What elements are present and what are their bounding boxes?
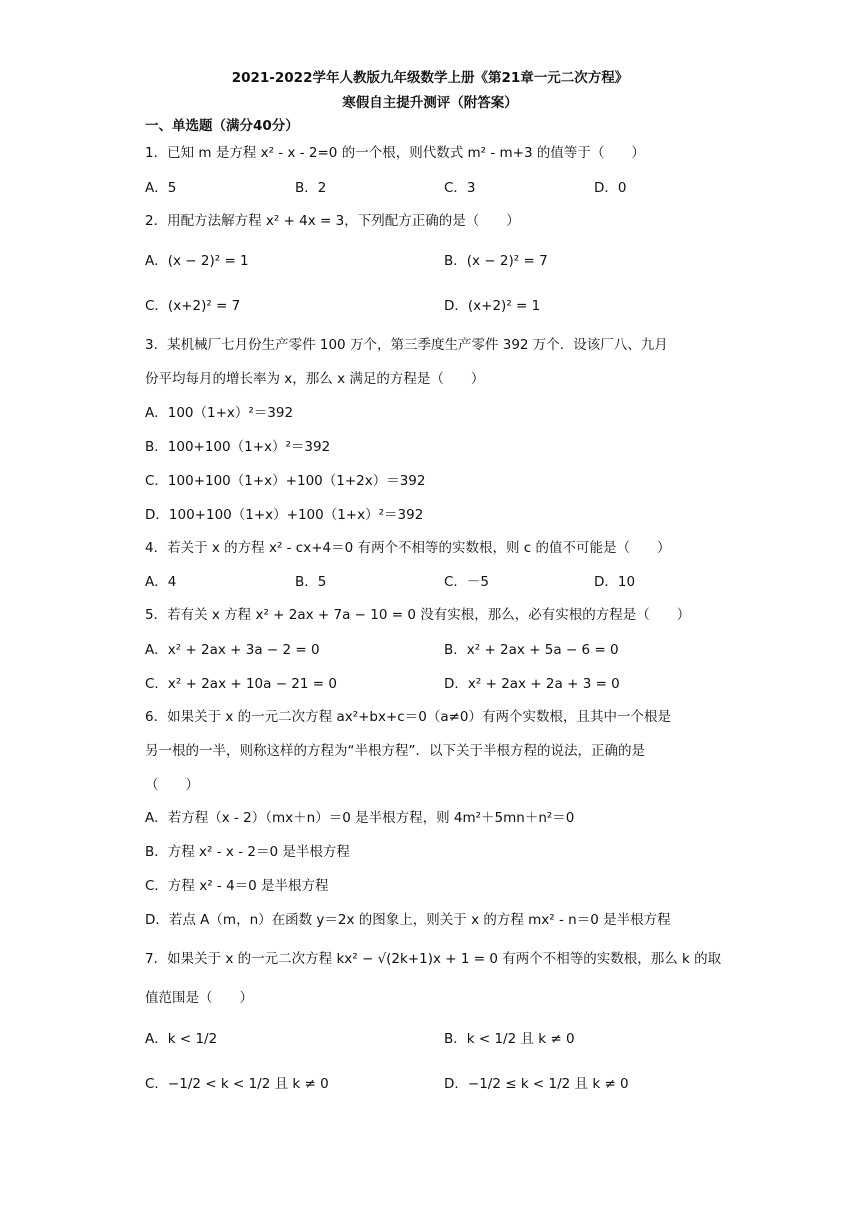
q7-option-b: B．k < 1/2 且 k ≠ 0 xyxy=(444,1031,575,1047)
q6-option-a: A．若方程（x - 2）（mx＋n）＝0 是半根方程，则 4m²＋5mn＋n²＝0 xyxy=(145,810,575,826)
q4-option-a: A．4 xyxy=(145,574,177,590)
q3-option-b: B．100+100（1+x）²＝392 xyxy=(145,439,331,455)
section-heading: 一、单选题（满分40分） xyxy=(145,118,299,134)
q7-option-d: D．−1/2 ≤ k < 1/2 且 k ≠ 0 xyxy=(444,1076,629,1092)
q5-option-a: A．x² + 2ax + 3a − 2 = 0 xyxy=(145,642,320,658)
question-1-stem: 1．已知 m 是方程 x² - x - 2=0 的一个根，则代数式 m² - m+3 的值等于（ ） xyxy=(145,145,645,161)
q2-option-a: A．(x − 2)² = 1 xyxy=(145,253,249,269)
q4-option-b: B．5 xyxy=(295,574,327,590)
q2-option-d: D．(x+2)² = 1 xyxy=(444,298,541,314)
question-3-stem-line2: 份平均每月的增长率为 x，那么 x 满足的方程是（ ） xyxy=(145,371,485,387)
question-5-stem: 5．若有关 x 方程 x² + 2ax + 7a − 10 = 0 没有实根，那么，必有实根的方程是（ ） xyxy=(145,607,691,623)
page-title-line1: 2021-2022学年人教版九年级数学上册《第21章一元二次方程》 xyxy=(231,70,629,86)
q5-option-b: B．x² + 2ax + 5a − 6 = 0 xyxy=(444,642,619,658)
q6-option-c: C．方程 x² - 4＝0 是半根方程 xyxy=(145,878,329,894)
q5-option-c: C．x² + 2ax + 10a − 21 = 0 xyxy=(145,676,337,692)
question-7-stem-line1: 7．如果关于 x 的一元二次方程 kx² − √(2k+1)x + 1 = 0 有两个不相等的实数根，那么 k 的取 xyxy=(145,951,722,967)
q4-option-d: D．10 xyxy=(594,574,636,590)
q4-option-c: C．－5 xyxy=(444,574,490,590)
question-2-stem: 2．用配方法解方程 x² + 4x = 3，下列配方正确的是（ ） xyxy=(145,213,520,229)
page-title-line2: 寒假自主提升测评（附答案） xyxy=(342,95,518,111)
q2-option-b: B．(x − 2)² = 7 xyxy=(444,253,548,269)
question-3-stem-line1: 3．某机械厂七月份生产零件 100 万个，第三季度生产零件 392 万个．设该厂八、九月 xyxy=(145,337,668,353)
q7-option-a: A．k < 1/2 xyxy=(145,1031,218,1047)
q1-option-b: B．2 xyxy=(295,180,327,196)
q3-option-c: C．100+100（1+x）+100（1+2x）＝392 xyxy=(145,473,426,489)
question-6-stem-line1: 6．如果关于 x 的一元二次方程 ax²+bx+c＝0（a≠0）有两个实数根，且其中一个根是 xyxy=(145,709,671,725)
question-4-stem: 4．若关于 x 的方程 x² - cx+4＝0 有两个不相等的实数根，则 c 的值不可能是（ ） xyxy=(145,540,671,556)
q2-option-c: C．(x+2)² = 7 xyxy=(145,298,241,314)
q6-option-d: D．若点 A（m，n）在函数 y＝2x 的图象上，则关于 x 的方程 mx² - n＝0 是半根方程 xyxy=(145,912,671,928)
question-6-stem-line3: （ ） xyxy=(145,777,199,793)
question-7-stem-line2: 值范围是（ ） xyxy=(145,990,253,1006)
q3-option-a: A．100（1+x）²＝392 xyxy=(145,405,294,421)
q6-option-b: B．方程 x² - x - 2＝0 是半根方程 xyxy=(145,844,350,860)
question-6-stem-line2: 另一根的一半，则称这样的方程为“半根方程”．以下关于半根方程的说法，正确的是 xyxy=(145,743,645,759)
q1-option-a: A．5 xyxy=(145,180,177,196)
q5-option-d: D．x² + 2ax + 2a + 3 = 0 xyxy=(444,676,620,692)
q3-option-d: D．100+100（1+x）+100（1+x）²＝392 xyxy=(145,507,424,523)
q1-option-c: C．3 xyxy=(444,180,476,196)
q1-option-d: D．0 xyxy=(594,180,627,196)
q7-option-c: C．−1/2 < k < 1/2 且 k ≠ 0 xyxy=(145,1076,329,1092)
